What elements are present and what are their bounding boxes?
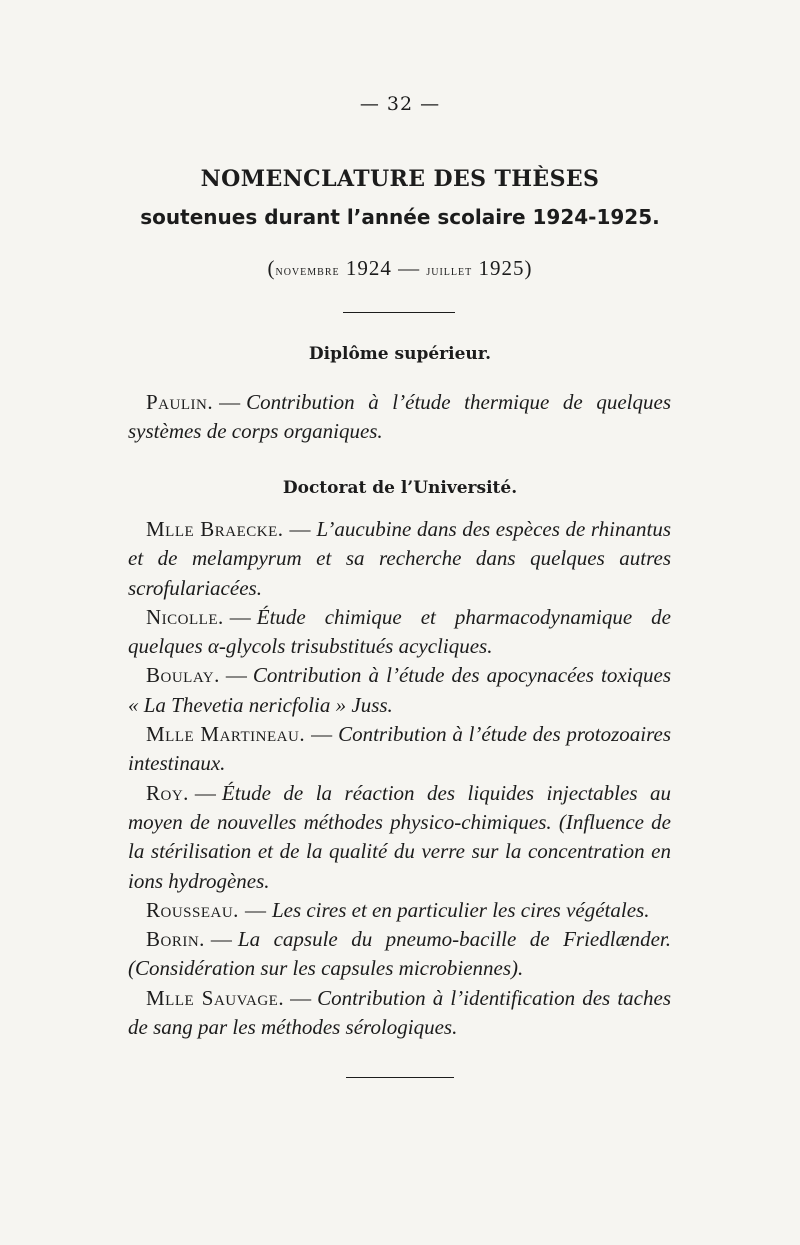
thesis-title: Contribution à l’étude thermique de quelques systèmes de corps organiques.: [128, 390, 671, 444]
thesis-title: La capsule du pneumo-bacille de Friedlænder. (Considération sur les capsules microbiennes).: [128, 927, 671, 981]
thesis-entry: [128, 603, 671, 662]
thesis-title: L’aucubine dans des espèces de rhinantus et de melampyrum et sa recherche dans quelques autres scrofulariacées.: [128, 517, 671, 600]
thesis-author: Nicolle.: [146, 604, 224, 629]
thesis-entry: [128, 661, 671, 720]
thesis-entry: [128, 984, 671, 1043]
entry-separator: —: [210, 927, 232, 952]
section-heading-doctorat: Doctorat de l’Université.: [282, 478, 518, 498]
thesis-entry: [128, 779, 671, 896]
date-dash: —: [398, 256, 421, 280]
entry-separator: —: [225, 663, 247, 688]
date-start-year: 1924: [345, 256, 392, 280]
divider-bottom: [346, 1077, 454, 1078]
thesis-title: Les cires et en particulier les cires végétales.: [271, 897, 650, 922]
section-entries-diplome: [128, 388, 671, 447]
thesis-entry: [128, 720, 671, 779]
section-entries-doctorat: [128, 515, 671, 1042]
date-end-month: juillet: [426, 264, 473, 279]
thesis-author: Mlle Martineau.: [146, 722, 306, 747]
date-close: ): [524, 256, 533, 280]
thesis-author: Paulin.: [146, 390, 214, 414]
thesis-author: Mlle Sauvage.: [146, 985, 285, 1010]
thesis-entry: [128, 515, 671, 603]
entry-separator: —: [289, 517, 311, 541]
entry-separator: —: [311, 722, 333, 747]
entry-separator: —: [219, 390, 241, 414]
thesis-title: Contribution à l’étude des protozoaires intestinaux.: [128, 722, 672, 776]
thesis-entry: [128, 896, 671, 925]
thesis-title: Étude chimique et pharmacodynamique de quelques α-glycols trisubstitués acycliques.: [128, 604, 671, 659]
thesis-entry: [128, 925, 671, 984]
entry-separator: —: [290, 985, 312, 1010]
section-heading-diplome: Diplôme supérieur.: [308, 344, 492, 364]
entry-separator: —: [194, 780, 216, 805]
date-start-month: novembre: [275, 264, 340, 279]
page-subtitle: soutenues durant l’année scolaire 1924-1925.: [140, 205, 660, 229]
thesis-author: Borin.: [146, 927, 205, 952]
thesis-title: Contribution à l’identification des taches de sang par les méthodes sérologiques.: [128, 985, 671, 1040]
entry-separator: —: [229, 604, 251, 629]
thesis-author: Mlle Braecke.: [146, 517, 284, 541]
entry-separator: —: [244, 897, 266, 922]
thesis-author: Rousseau.: [146, 897, 239, 922]
date-range: [0, 256, 800, 281]
thesis-author: Roy.: [146, 780, 189, 805]
thesis-title: Étude de la réaction des liquides injectables au moyen de nouvelles méthodes physico-chimiques. (Influence de la stérilisation et de la qualité du verre sur la concentration en ions hydrogènes.: [128, 780, 671, 893]
thesis-title: Contribution à l’étude des apocynacées toxiques « La Thevetia nericfolia » Juss.: [128, 663, 671, 717]
date-open: (: [267, 256, 276, 280]
page-number: — 32 —: [359, 93, 441, 115]
page-title: NOMENCLATURE DES THÈSES: [200, 166, 600, 192]
thesis-entry: [128, 388, 671, 447]
date-end-year: 1925: [478, 256, 525, 280]
divider-top: [343, 312, 455, 313]
thesis-author: Boulay.: [146, 663, 220, 688]
